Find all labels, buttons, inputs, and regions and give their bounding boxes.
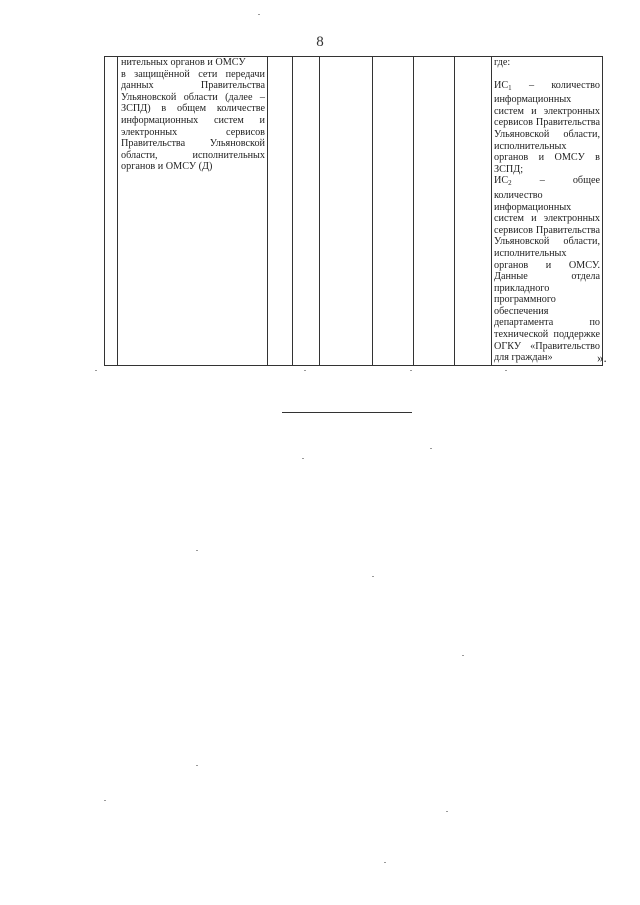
formula-ic2 xyxy=(494,175,600,364)
indicator-name-text: нительных органов и ОМСУ в защищённой сети передачи данных Правительства Ульяновской области (далее – ЗСПД) в общем количестве информационных систем и электронных сервисов Правительства Ульяновской области, исполнительных органов и ОМСУ (Д) xyxy=(121,57,265,173)
ic2-description: – общее количество информационных систем и электронных сервисов Правительства Ульяновской области, исполнительных органов и ОМСУ. Данные отдела прикладного программного обеспечения департамента по технической поддержке ОГКУ «Правительство для граждан» xyxy=(494,175,600,364)
scan-speck xyxy=(196,765,198,766)
scan-speck xyxy=(430,448,432,449)
ic1-index: 1 xyxy=(508,83,512,92)
scan-speck xyxy=(304,370,306,371)
divider-line xyxy=(282,412,412,413)
indicator-table xyxy=(104,56,603,366)
ic2-index: 2 xyxy=(508,179,512,188)
closing-quote: ». xyxy=(597,350,607,365)
formula-ic1 xyxy=(494,80,600,176)
scan-speck xyxy=(95,370,97,371)
value-cell-4 xyxy=(414,57,455,366)
scan-speck xyxy=(258,14,260,15)
table-row xyxy=(105,57,603,366)
ic1-description: – количество информационных систем и электронных сервисов Правительства Ульяновской области, исполнительных органов и ОМСУ в ЗСПД; xyxy=(494,79,600,175)
value-cell-2 xyxy=(320,57,373,366)
unit-cell xyxy=(268,57,293,366)
formula-intro: где: xyxy=(494,57,511,68)
page-number: 8 xyxy=(316,34,324,50)
scan-speck xyxy=(462,655,464,656)
scan-speck xyxy=(104,800,106,801)
scan-speck xyxy=(372,576,374,577)
value-cell-3 xyxy=(373,57,414,366)
scan-speck xyxy=(196,550,198,551)
scan-speck xyxy=(302,458,304,459)
scan-speck xyxy=(505,370,507,371)
value-cell-1 xyxy=(293,57,320,366)
value-cell-5 xyxy=(455,57,492,366)
ic2-symbol: ИС xyxy=(494,175,509,187)
scan-speck xyxy=(410,370,412,371)
formula-cell xyxy=(492,57,603,366)
indicator-name-cell xyxy=(118,57,268,366)
ic1-symbol: ИС xyxy=(494,79,509,91)
number-cell xyxy=(105,57,118,366)
scan-speck xyxy=(384,862,386,863)
scan-speck xyxy=(446,811,448,812)
